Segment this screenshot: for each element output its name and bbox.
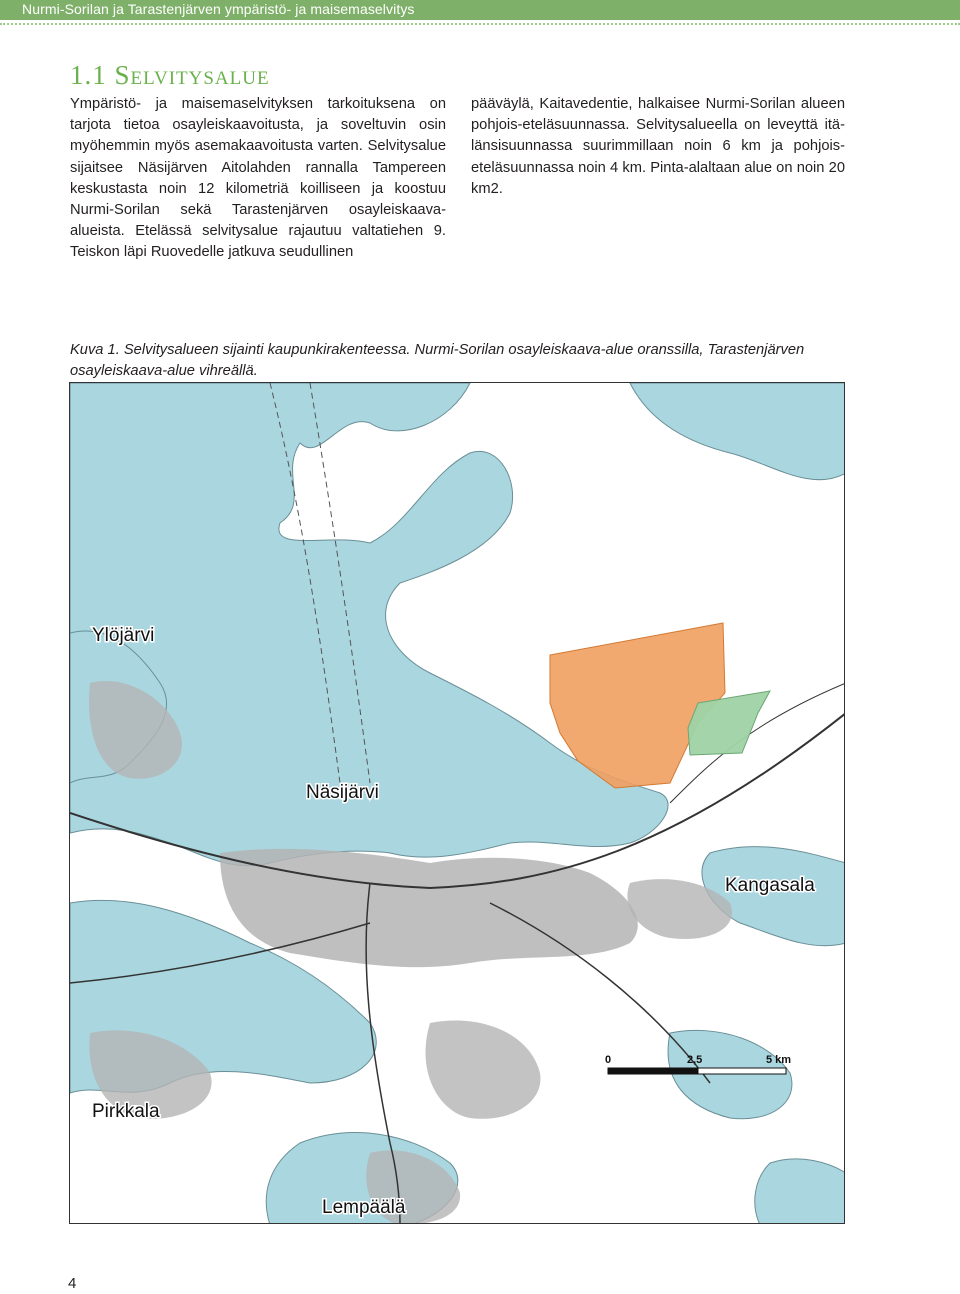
scale-label-end: 5 km [766, 1054, 792, 1066]
scale-label-start: 0 [605, 1054, 612, 1066]
section-title: 1.1 Selvitysalue [70, 60, 270, 91]
location-map [69, 382, 845, 1224]
body-paragraph-1: Ympäristö- ja maisemaselvityksen tarkoituksena on tarjota tietoa osayleiskaavoitusta, ja soveltuvin osin myöhemmin myös asemakaavoitusta varten. Selvitysalue sijaitsee Näsijärven Aitolahden rannalla Tampereen keskustasta noin 12 kilometriä koilliseen ja koostuu Nurmi-Sorilan sekä Tarastenjärven osayleiskaava-alueista. Etelässä selvitysalue rajautuu valtatiehen 9. Teiskon läpi Ruovedelle jatkuva seudullinen [70, 96, 446, 261]
scale-label-mid: 2,5 [687, 1054, 703, 1066]
body-column-right [471, 94, 845, 200]
header-divider [0, 23, 960, 25]
label-lempaala: Lempäälä [322, 1197, 406, 1218]
label-nasijarvi: Näsijärvi [306, 782, 379, 803]
body-column-left [70, 94, 446, 264]
running-header [0, 0, 960, 20]
label-ylojarvi: Ylöjärvi [92, 625, 155, 646]
lake-south-east [755, 1159, 845, 1224]
label-pirkkala: Pirkkala [92, 1101, 160, 1122]
running-title: Nurmi-Sorilan ja Tarastenjärven ympäristö- ja maisemaselvitys [22, 1, 415, 17]
page-number: 4 [68, 1275, 77, 1292]
label-kangasala: Kangasala [725, 875, 815, 896]
body-paragraph-2: pääväylä, Kaitavedentie, halkaisee Nurmi-Sorilan alueen pohjois-eteläsuunnassa. Selvitysalueella on leveyttä itä-länsisuunnassa suurimmillaan noin 6 km ja pohjois-eteläsuunnassa noin 4 km. Pinta-alaltaan alue on noin 20 km2. [471, 96, 845, 197]
figure-caption: Kuva 1. Selvitysalueen sijainti kaupunkirakenteessa. Nurmi-Sorilan osayleiskaava-alue oranssilla, Tarastenjärven osayleiskaava-alue vihreällä. [70, 342, 805, 379]
